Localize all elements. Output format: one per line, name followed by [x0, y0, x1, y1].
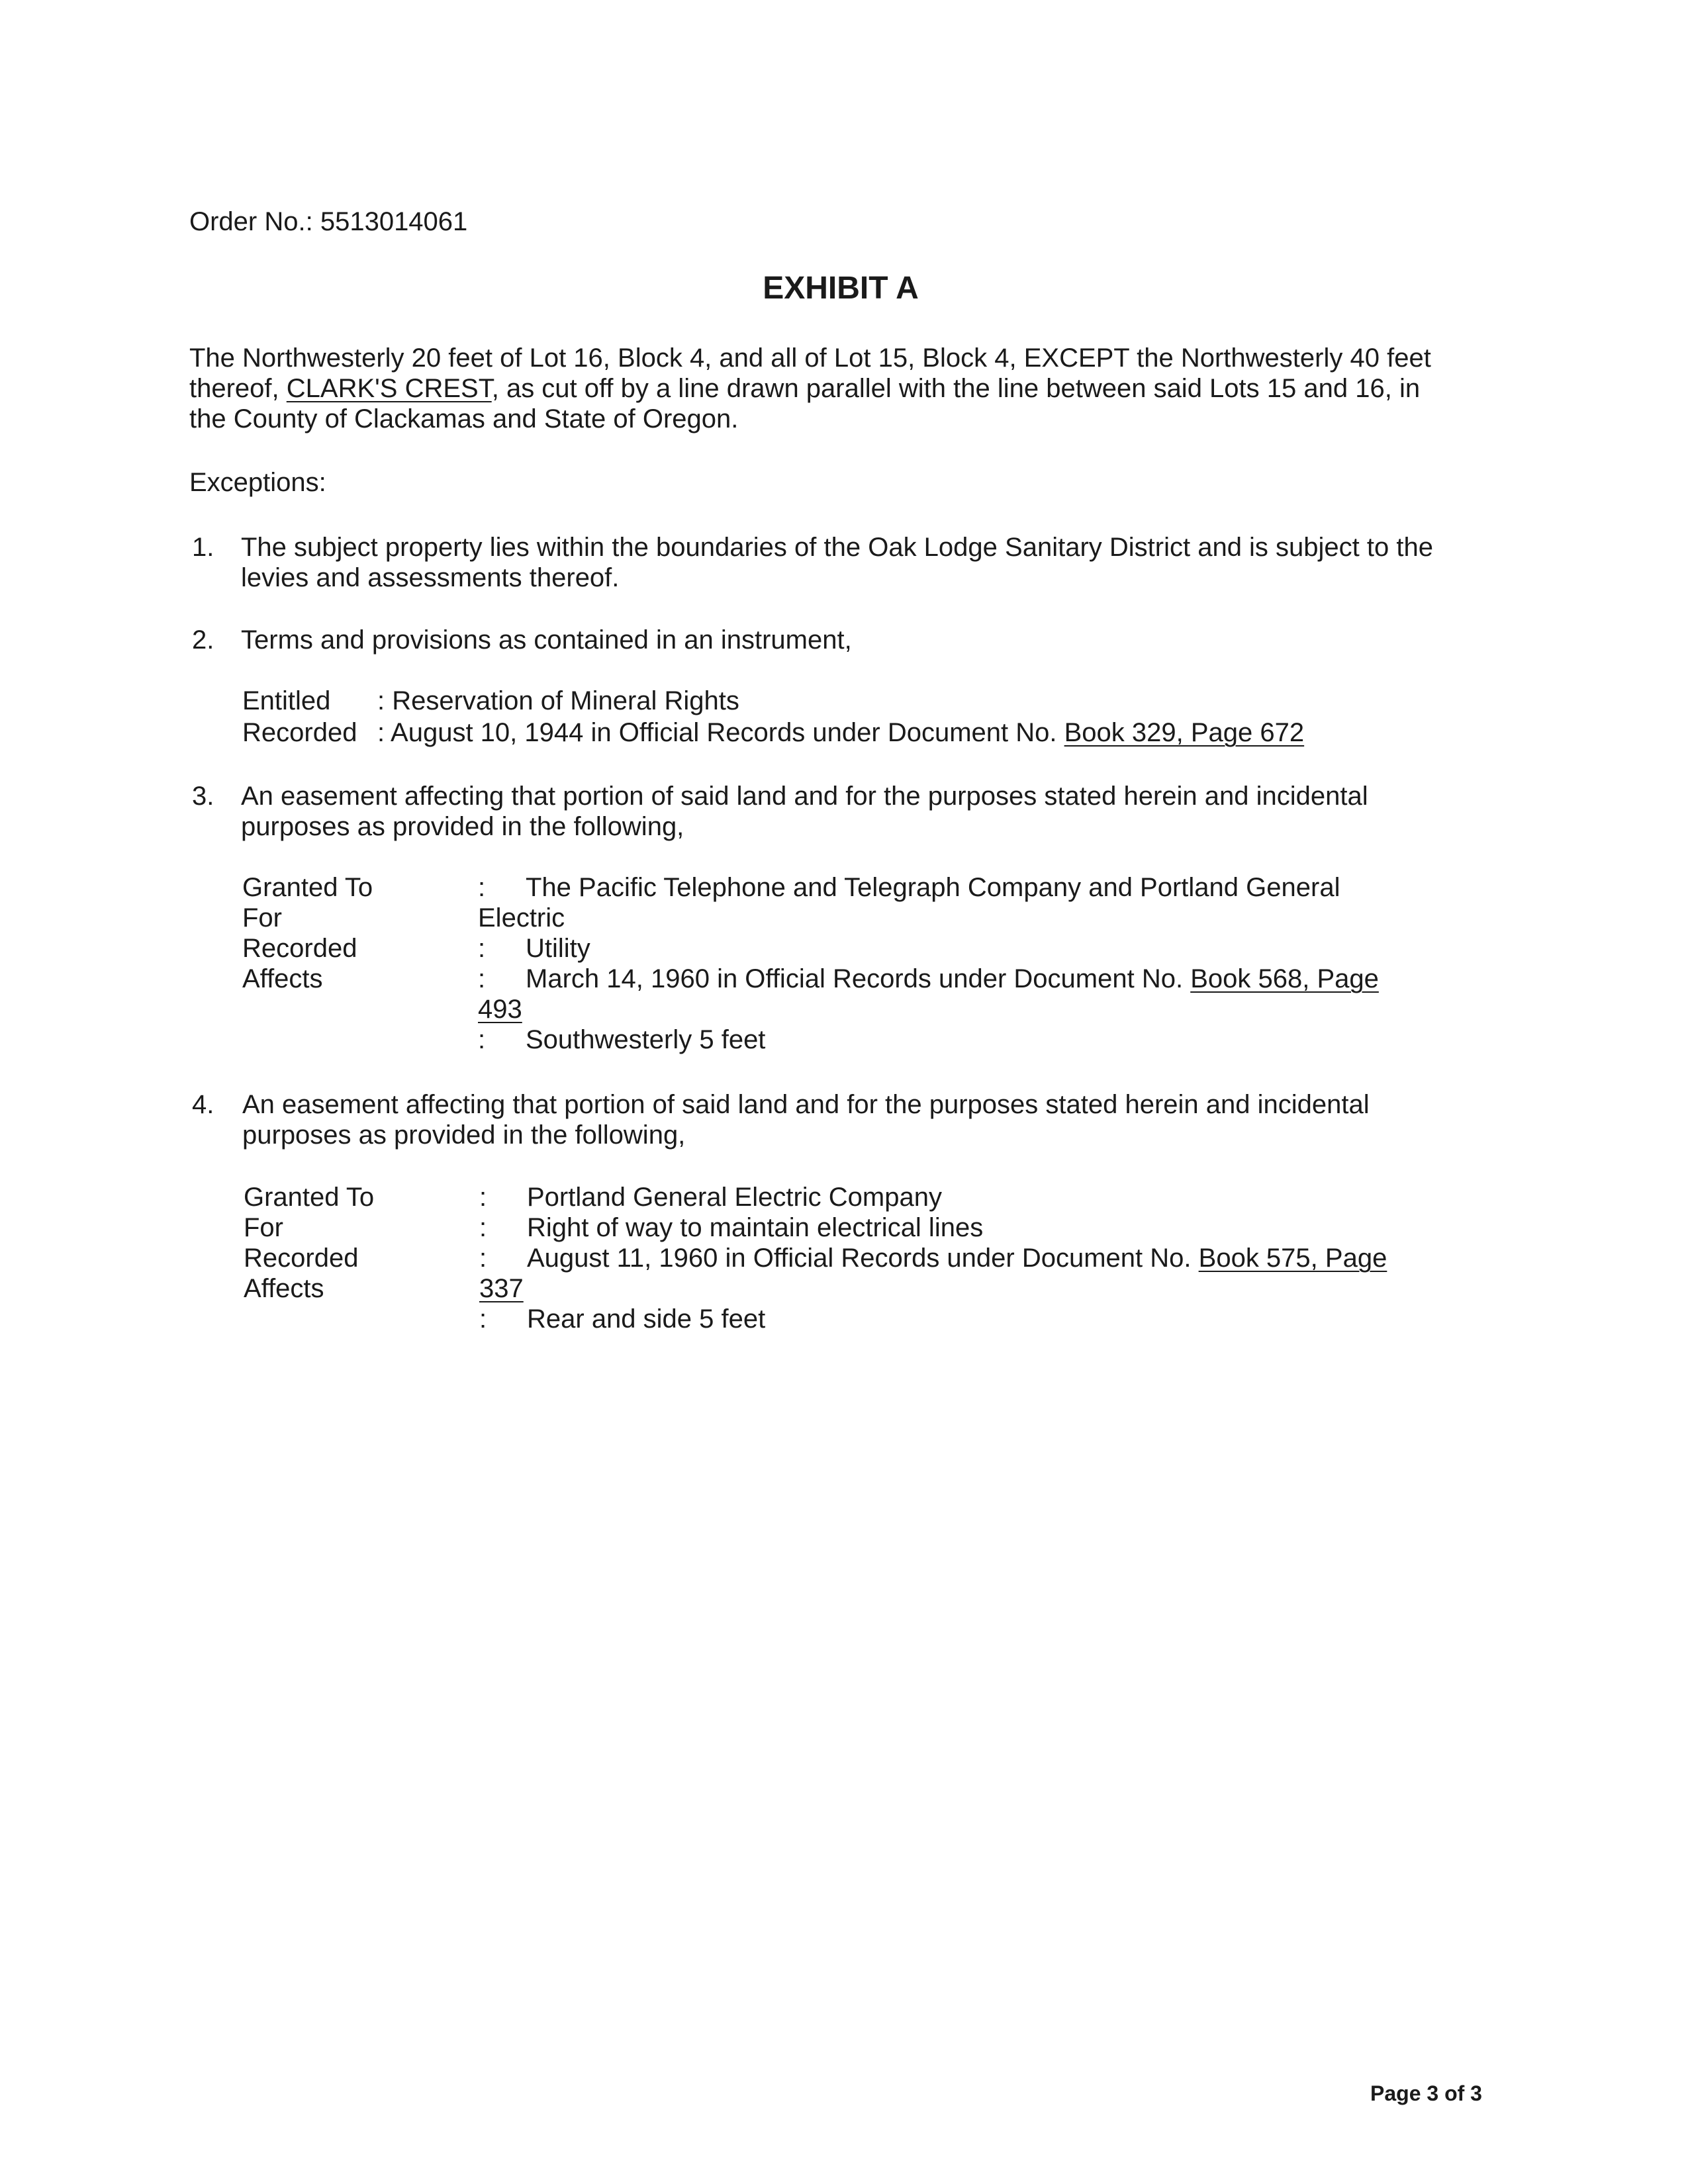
item-2-line-1: Terms and provisions as contained in an instrument, [241, 625, 852, 655]
item-4-colon-for: : [479, 1213, 487, 1242]
item-4-label-for: For [244, 1213, 283, 1242]
item-3-line-2: purposes as provided in the following, [241, 812, 684, 841]
item-4-granted-to: Portland General Electric Company [527, 1183, 942, 1212]
page-number: Page 3 of 3 [1370, 2081, 1482, 2105]
item-4-recorded-link-cont[interactable]: 337 [479, 1274, 524, 1303]
item-4-affects: Rear and side 5 feet [527, 1304, 766, 1334]
item-3-recorded-link[interactable]: Book 568, Page [1190, 964, 1379, 993]
item-4-for: Right of way to maintain electrical lines [527, 1213, 984, 1242]
item-4-recorded-text: August 11, 1960 in Official Records under Document No. [527, 1244, 1199, 1273]
item-3-colon-for: : [478, 934, 486, 963]
item-2-number: 2. [192, 625, 214, 655]
item-4-line-2: purposes as provided in the following, [242, 1120, 686, 1150]
item-1-number: 1. [192, 533, 214, 562]
item-2-recorded-link[interactable]: Book 329, Page 672 [1064, 718, 1305, 747]
exceptions-heading: Exceptions: [189, 468, 326, 497]
subdivision-link[interactable]: CLARK'S CREST [286, 374, 492, 403]
item-3-granted-to-cont: Electric [478, 903, 565, 933]
item-3-for: Utility [526, 934, 590, 963]
item-4-colon-granted-to: : [479, 1183, 487, 1212]
item-1-line-1: The subject property lies within the boundaries of the Oak Lodge Sanitary District and is subject to the [241, 533, 1433, 562]
item-2-entitled-label: Entitled [242, 686, 331, 715]
item-3-colon-affects: : [478, 1025, 486, 1054]
item-3-recorded-text: March 14, 1960 in Official Records under Document No. [526, 964, 1191, 993]
item-3-line-1: An easement affecting that portion of said land and for the purposes stated herein and incidental [241, 782, 1368, 811]
item-4-label-granted-to: Granted To [244, 1183, 375, 1212]
item-3-label-affects: Affects [242, 964, 323, 993]
item-3-label-for: For [242, 903, 282, 933]
exhibit-title-text: EXHIBIT A [763, 271, 919, 306]
item-3-label-recorded: Recorded [242, 934, 357, 963]
item-3-recorded-link-cont[interactable]: 493 [478, 995, 522, 1024]
item-3-number: 3. [192, 782, 214, 811]
legal-description-line-1: The Northwesterly 20 feet of Lot 16, Block 4, and all of Lot 15, Block 4, EXCEPT the Northwesterly 40 feet [189, 343, 1431, 373]
legal-description-prefix: thereof, [189, 374, 287, 403]
exhibit-title [0, 270, 1688, 307]
item-4-recorded-link[interactable]: Book 575, Page [1198, 1244, 1387, 1273]
item-4-colon-recorded: : [479, 1244, 487, 1273]
item-3-affects: Southwesterly 5 feet [526, 1025, 766, 1054]
item-2-recorded-value [377, 717, 1304, 748]
item-4-recorded [527, 1243, 1387, 1273]
item-2-recorded-label: Recorded [242, 718, 357, 747]
item-3-colon-recorded: : [478, 964, 486, 993]
item-3-label-granted-to: Granted To [242, 873, 373, 902]
item-4-colon-affects: : [479, 1304, 487, 1334]
item-3-granted-to: The Pacific Telephone and Telegraph Company and Portland General [526, 873, 1340, 902]
legal-description-line-2 [189, 373, 1420, 404]
item-4-label-affects: Affects [244, 1274, 324, 1303]
item-3-colon-granted-to: : [478, 873, 486, 902]
order-number: Order No.: 5513014061 [189, 207, 468, 236]
item-4-number: 4. [192, 1090, 214, 1119]
legal-description-suffix: , as cut off by a line drawn parallel with the line between said Lots 15 and 16, in [491, 374, 1421, 403]
item-2-recorded-text: : August 10, 1944 in Official Records under Document No. [377, 718, 1064, 747]
item-1-line-2: levies and assessments thereof. [241, 563, 620, 592]
item-3-recorded [526, 964, 1379, 994]
legal-description-line-3: the County of Clackamas and State of Oregon. [189, 404, 739, 433]
item-2-entitled-value: : Reservation of Mineral Rights [377, 686, 739, 715]
item-4-label-recorded: Recorded [244, 1244, 359, 1273]
item-4-line-1: An easement affecting that portion of said land and for the purposes stated herein and incidental [242, 1090, 1370, 1119]
